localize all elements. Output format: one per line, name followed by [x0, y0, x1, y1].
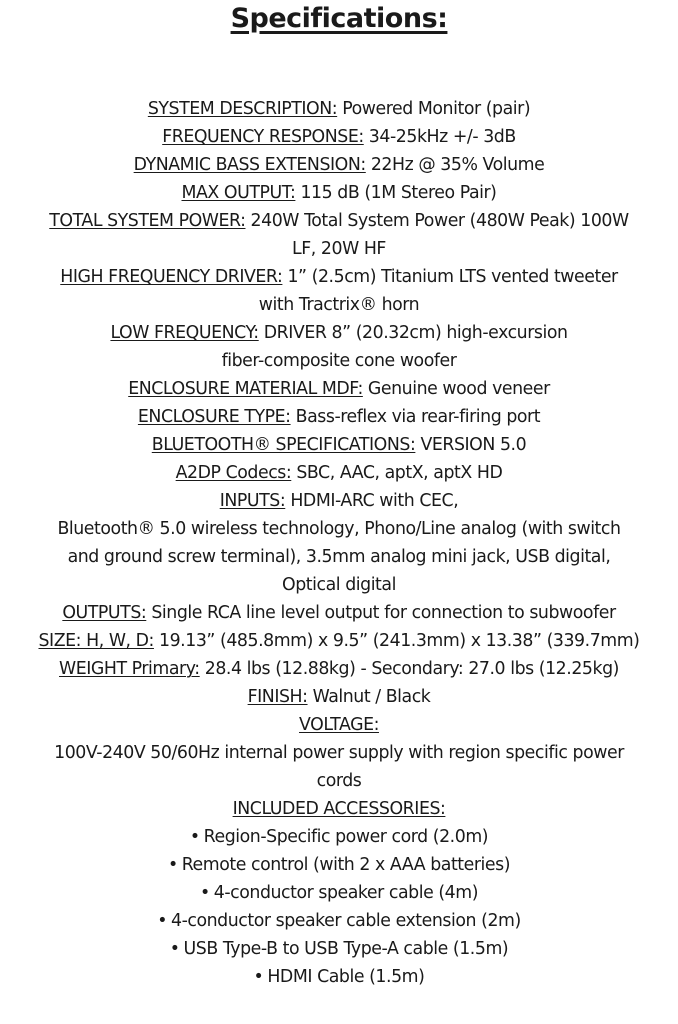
accessory-label: 4-conductor speaker cable (4m)	[213, 883, 479, 903]
spec-line	[0, 627, 678, 655]
spec-value: 115 dB (1M Stereo Pair)	[295, 183, 497, 203]
spec-line	[0, 599, 678, 627]
spec-line	[0, 375, 678, 403]
spec-line	[0, 235, 678, 263]
spec-label: FINISH:	[247, 687, 308, 707]
accessory-item	[0, 935, 678, 963]
spec-value: Bass-reflex via rear-firing port	[290, 407, 541, 427]
spec-line	[0, 151, 678, 179]
bullet-icon: •	[253, 967, 264, 987]
accessory-item	[0, 907, 678, 935]
bullet-icon: •	[199, 883, 210, 903]
spec-line	[0, 207, 678, 235]
spec-line	[0, 291, 678, 319]
spec-line	[0, 487, 678, 515]
spec-value: Powered Monitor (pair)	[337, 99, 531, 119]
spec-label: INPUTS:	[219, 491, 286, 511]
spec-label: WEIGHT Primary:	[59, 659, 200, 679]
spec-line	[0, 263, 678, 291]
spec-line	[0, 459, 678, 487]
accessory-item	[0, 851, 678, 879]
spec-line	[0, 347, 678, 375]
accessory-item	[0, 879, 678, 907]
spec-line	[0, 795, 678, 823]
spec-value: and ground screw terminal), 3.5mm analog mini jack, USB digital,	[67, 547, 611, 567]
spec-line	[0, 655, 678, 683]
spec-label: DYNAMIC BASS EXTENSION:	[133, 155, 366, 175]
spec-label: SIZE: H, W, D:	[38, 631, 154, 651]
accessory-label: Region-Specific power cord (2.0m)	[203, 827, 489, 847]
accessory-label: USB Type-B to USB Type-A cable (1.5m)	[183, 939, 509, 959]
bullet-icon: •	[167, 855, 178, 875]
spec-label: A2DP Codecs:	[175, 463, 292, 483]
spec-value: 1” (2.5cm) Titanium LTS vented tweeter	[282, 267, 618, 287]
spec-line	[0, 95, 678, 123]
spec-value: 22Hz @ 35% Volume	[365, 155, 545, 175]
spec-line	[0, 319, 678, 347]
spec-label: SYSTEM DESCRIPTION:	[147, 99, 338, 119]
spec-line	[0, 767, 678, 795]
spec-value: 28.4 lbs (12.88kg) - Secondary: 27.0 lbs (12.25kg)	[199, 659, 619, 679]
spec-value: with Tractrix® horn	[258, 295, 420, 315]
spec-value: Bluetooth® 5.0 wireless technology, Phono/Line analog (with switch	[57, 519, 621, 539]
spec-label: FREQUENCY RESPONSE:	[162, 127, 364, 147]
accessory-label: 4-conductor speaker cable extension (2m)	[170, 911, 521, 931]
spec-label: LOW FREQUENCY:	[110, 323, 259, 343]
spec-label: HIGH FREQUENCY DRIVER:	[60, 267, 283, 287]
spec-line	[0, 571, 678, 599]
spec-label: MAX OUTPUT:	[181, 183, 296, 203]
spec-value: cords	[316, 771, 362, 791]
spec-line	[0, 739, 678, 767]
accessory-item	[0, 823, 678, 851]
spec-value: 19.13” (485.8mm) x 9.5” (241.3mm) x 13.38” (339.7mm)	[153, 631, 640, 651]
spec-value: Optical digital	[282, 575, 396, 595]
page-title: Specifications:	[230, 3, 448, 34]
spec-line	[0, 515, 678, 543]
spec-line	[0, 683, 678, 711]
spec-value: HDMI-ARC with CEC,	[285, 491, 459, 511]
spec-value: LF, 20W HF	[292, 239, 386, 259]
spec-value: Single RCA line level output for connection to subwoofer	[146, 603, 616, 623]
spec-value: DRIVER 8” (20.32cm) high-excursion	[258, 323, 568, 343]
spec-label: TOTAL SYSTEM POWER:	[49, 211, 246, 231]
spec-value: Walnut / Black	[307, 687, 431, 707]
spec-label: ENCLOSURE MATERIAL MDF:	[128, 379, 363, 399]
spec-value: fiber-composite cone woofer	[221, 351, 457, 371]
spec-label: OUTPUTS:	[62, 603, 147, 623]
accessory-label: Remote control (with 2 x AAA batteries)	[181, 855, 511, 875]
spec-label: BLUETOOTH® SPECIFICATIONS:	[151, 435, 416, 455]
spec-value: VERSION 5.0	[415, 435, 527, 455]
accessory-label: HDMI Cable (1.5m)	[267, 967, 425, 987]
spec-value: 240W Total System Power (480W Peak) 100W	[245, 211, 629, 231]
spec-line	[0, 179, 678, 207]
spec-line	[0, 403, 678, 431]
bullet-icon: •	[169, 939, 180, 959]
spec-label: INCLUDED ACCESSORIES:	[232, 799, 446, 819]
spec-list	[0, 95, 678, 991]
spec-line	[0, 123, 678, 151]
spec-value: 34-25kHz +/- 3dB	[363, 127, 516, 147]
spec-value: 100V-240V 50/60Hz internal power supply with region specific power	[54, 743, 624, 763]
spec-line	[0, 431, 678, 459]
spec-value: Genuine wood veneer	[362, 379, 550, 399]
spec-line	[0, 711, 678, 739]
spec-line	[0, 543, 678, 571]
accessory-item	[0, 963, 678, 991]
spec-label: ENCLOSURE TYPE:	[137, 407, 291, 427]
bullet-icon: •	[189, 827, 200, 847]
spec-value: SBC, AAC, aptX, aptX HD	[291, 463, 503, 483]
bullet-icon: •	[157, 911, 167, 931]
spec-label: VOLTAGE:	[299, 715, 379, 735]
